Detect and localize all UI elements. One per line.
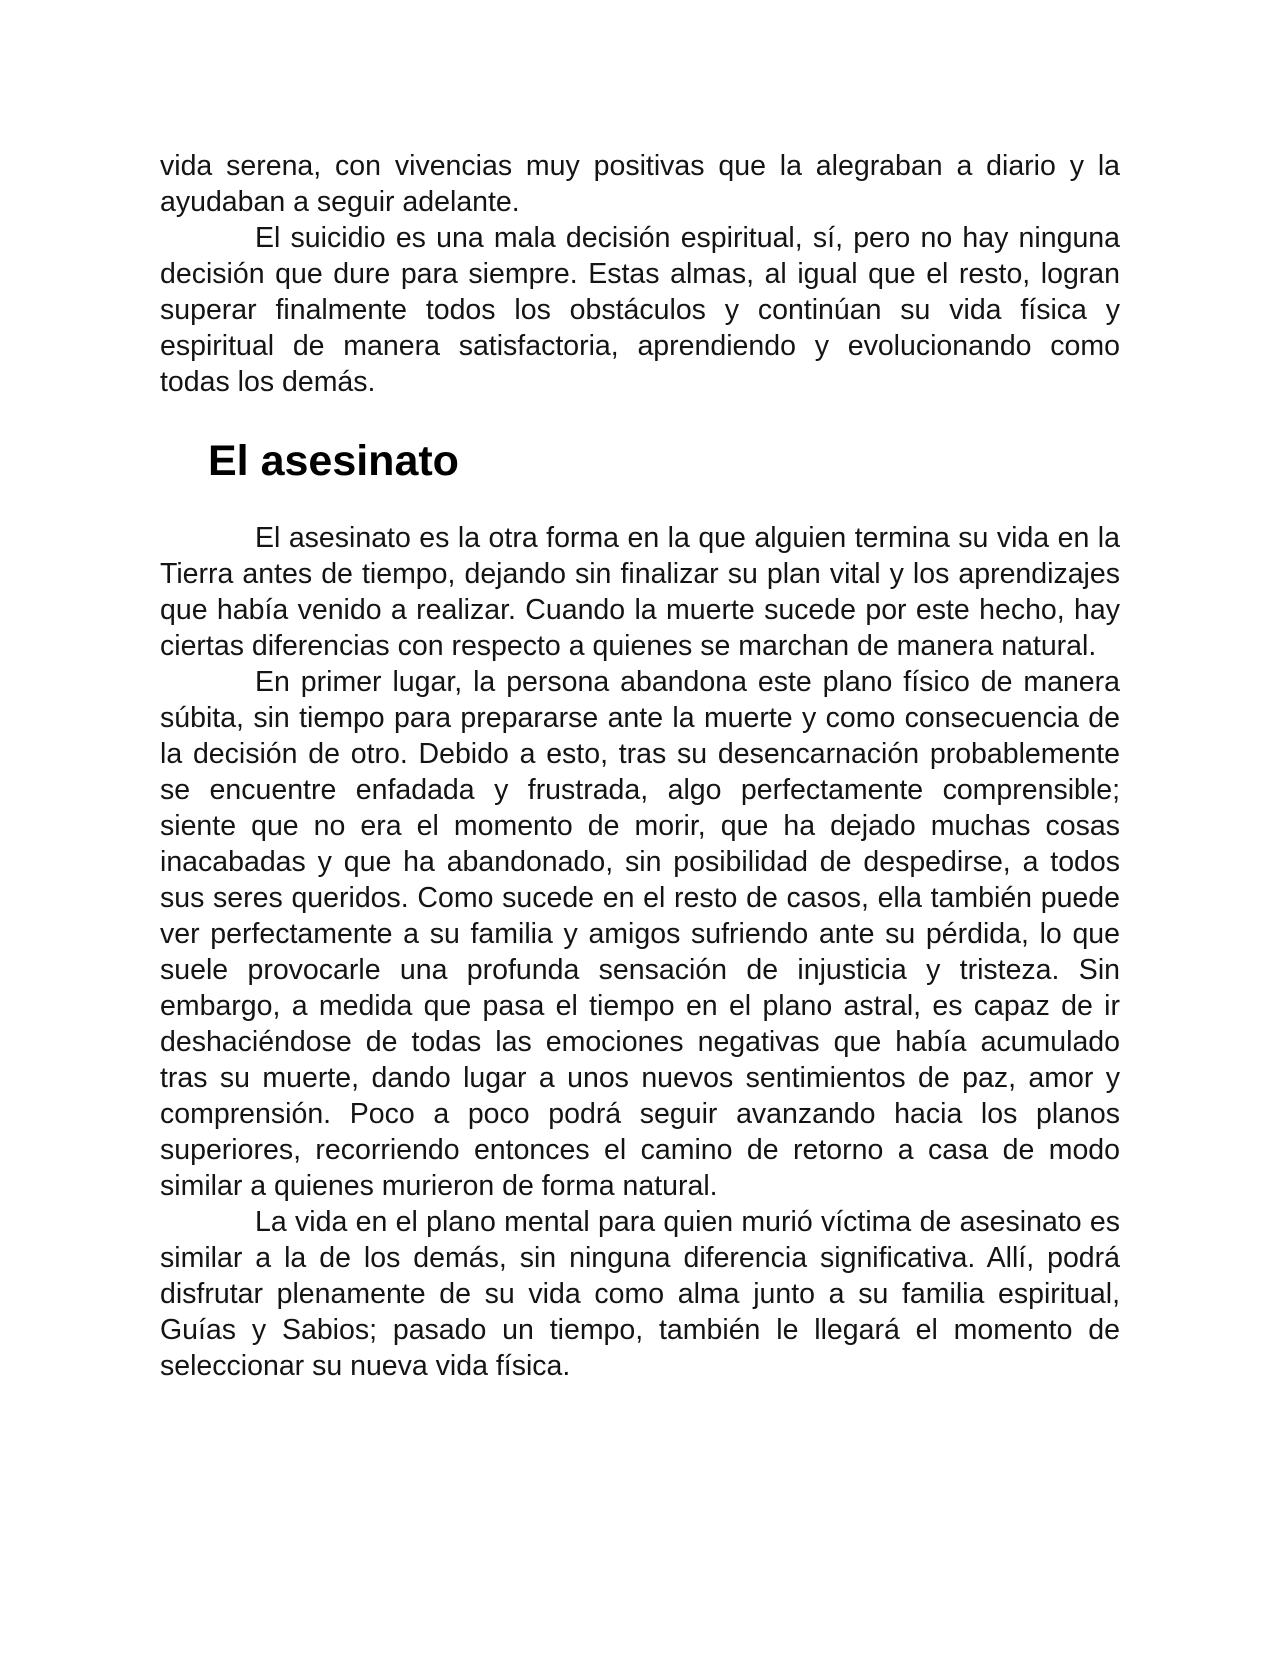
section-heading: El asesinato — [208, 437, 459, 485]
paragraph-primer-lugar: En primer lugar, la persona abandona este plano físico de manera súbita, sin tiempo para prepararse ante la muerte y como consecuencia de la decisión de otro. Debido a esto, tras su desencarnación probablemente se encuentre enfadada y frustrada, algo perfectamente comprensible; siente que no era el momento de morir, que ha dejado muchas cosas inacabadas y que ha abandonado, sin posibilidad de despedirse, a todos sus seres queridos. Como sucede en el resto de casos, ella también puede ver perfectamente a su familia y amigos sufriendo ante su pérdida, lo que suele provocarle una profunda sensación de injusticia y tristeza. Sin embargo, a medida que pasa el tiempo en el plano astral, es capaz de ir deshaciéndose de todas las emociones negativas que había acumulado tras su muerte, dando lugar a unos nuevos sentimientos de paz, amor y comprensión. Poco a poco podrá seguir avanzando hacia los planos superiores, recorriendo entonces el camino de retorno a casa de modo similar a quienes murieron de forma natural. — [160, 666, 1120, 1202]
paragraph-plano-mental: La vida en el plano mental para quien murió víctima de asesinato es similar a la de los demás, sin ninguna diferencia significativa. Allí, podrá disfrutar plenamente de su vida como alma junto a su familia espiritual, Guías y Sabios; pasado un tiempo, también le llegará el momento de seleccionar su nueva vida física. — [160, 1206, 1120, 1382]
paragraph-asesinato-intro: El asesinato es la otra forma en la que alguien termina su vida en la Tierra antes de tiempo, dejando sin finalizar su plan vital y los aprendizajes que había venido a realizar. Cuando la muerte sucede por este hecho, hay ciertas diferencias con respecto a quienes se marchan de manera natural. — [160, 522, 1120, 662]
document-page — [160, 148, 1120, 1384]
paragraph-suicidio: El suicidio es una mala decisión espiritual, sí, pero no hay ninguna decisión que dure para siempre. Estas almas, al igual que el resto, logran superar finalmente todos los obstáculos y continúan su vida física y espiritual de manera satisfactoria, aprendiendo y evolucionando como todas los demás. — [160, 222, 1120, 398]
paragraph-continuation: vida serena, con vivencias muy positivas que la alegraban a diario y la ayudaban a seguir adelante. — [160, 150, 1120, 218]
